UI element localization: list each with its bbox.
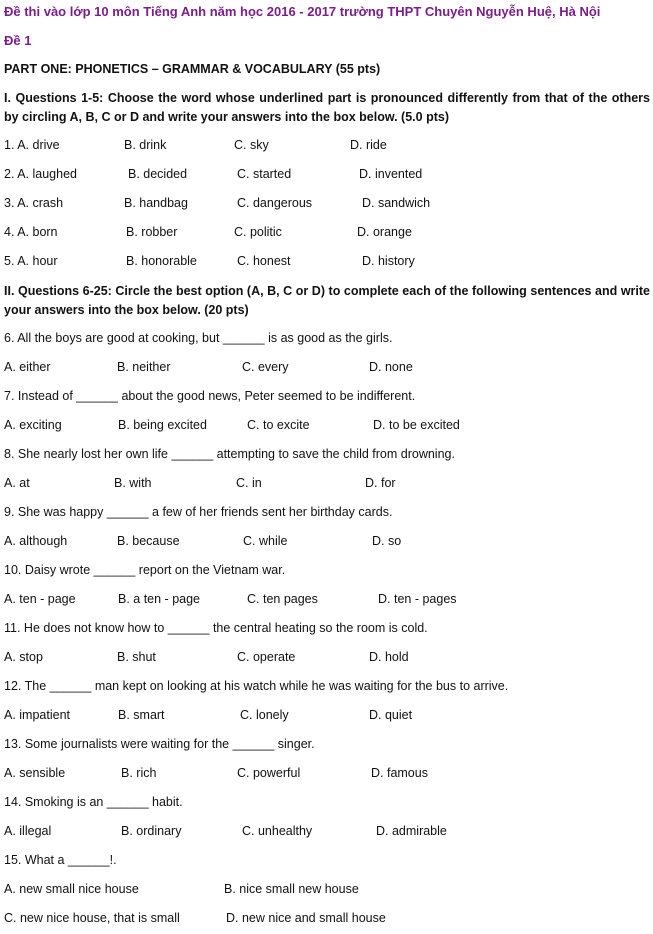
question-text: 6. All the boys are good at cooking, but ______ is as good as the girls. (4, 331, 393, 345)
option-d: D. sandwich (362, 196, 431, 210)
section2-instruction: II. Questions 6-25: Circle the best option (A, B, C or D) to complete each of the following sentences and write your answers into the box below. (20 pts) (4, 284, 650, 317)
question-text: 10. Daisy wrote ______ report on the Vietnam war. (4, 563, 286, 577)
option-a: 1. A. drive (4, 138, 60, 152)
option-b: B. rich (121, 766, 157, 780)
part-one-heading: PART ONE: PHONETICS – GRAMMAR & VOCABULARY (55 pts) (4, 62, 381, 76)
option-b: B. smart (118, 708, 165, 722)
document-title: Đề thi vào lớp 10 môn Tiếng Anh năm học 2016 - 2017 trường THPT Chuyên Nguyễn Huệ, Hà Nội (4, 4, 601, 19)
question-text: 14. Smoking is an ______ habit. (4, 795, 183, 809)
question-text: 12. The ______ man kept on looking at his watch while he was waiting for the bus to arrive. (4, 679, 509, 693)
option-d: D. for (365, 476, 396, 490)
option-a: A. impatient (4, 708, 71, 722)
option-a: A. either (4, 360, 51, 374)
option-c: C. operate (237, 650, 296, 664)
option-a: A. new small nice house (4, 882, 139, 896)
option-b: B. with (114, 476, 152, 490)
option-b: B. being excited (118, 418, 207, 432)
option-d: D. to be excited (373, 418, 460, 432)
option-d: D. orange (357, 225, 412, 239)
option-a: A. exciting (4, 418, 62, 432)
option-b: B. nice small new house (224, 882, 359, 896)
question-text: 7. Instead of ______ about the good news, Peter seemed to be indifferent. (4, 389, 416, 403)
option-d: D. admirable (376, 824, 447, 838)
option-a: A. stop (4, 650, 43, 664)
section1-instruction: I. Questions 1-5: Choose the word whose underlined part is pronounced differently from that of the others by circling A, B, C or D and write your answers into the box below. (5.0 pts) (4, 91, 650, 124)
option-b: B. honorable (126, 254, 197, 268)
question-text: 15. What a ______!. (4, 853, 117, 867)
option-d: D. quiet (369, 708, 413, 722)
question-text: 13. Some journalists were waiting for the ______ singer. (4, 737, 315, 751)
option-d: D. ride (350, 138, 387, 152)
option-a: A. ten - page (4, 592, 76, 606)
option-a: A. sensible (4, 766, 66, 780)
option-c: C. every (242, 360, 289, 374)
option-c: C. honest (237, 254, 291, 268)
option-b: B. handbag (124, 196, 188, 210)
option-b: B. ordinary (121, 824, 182, 838)
option-c: C. powerful (237, 766, 301, 780)
option-c: C. sky (234, 138, 269, 152)
option-b: B. neither (117, 360, 171, 374)
option-c: C. new nice house, that is small (4, 911, 180, 925)
option-c: C. unhealthy (242, 824, 313, 838)
option-d: D. new nice and small house (226, 911, 386, 925)
option-d: D. famous (371, 766, 428, 780)
option-b: B. decided (128, 167, 188, 181)
option-c: C. to excite (247, 418, 310, 432)
option-a: 2. A. laughed (4, 167, 77, 181)
option-a: A. at (4, 476, 30, 490)
option-c: C. in (236, 476, 262, 490)
option-b: B. shut (117, 650, 156, 664)
option-b: B. because (117, 534, 180, 548)
option-a: 4. A. born (4, 225, 58, 239)
option-b: B. robber (126, 225, 178, 239)
option-b: B. drink (124, 138, 167, 152)
option-c: C. ten pages (247, 592, 318, 606)
option-c: C. dangerous (237, 196, 313, 210)
option-c: C. while (243, 534, 288, 548)
option-a: 5. A. hour (4, 254, 58, 268)
question-text: 11. He does not know how to ______ the central heating so the room is cold. (4, 621, 428, 635)
question-text: 8. She nearly lost her own life ______ attempting to save the child from drowning. (4, 447, 455, 461)
option-c: C. politic (234, 225, 282, 239)
option-d: D. so (372, 534, 402, 548)
question-text: 9. She was happy ______ a few of her friends sent her birthday cards. (4, 505, 393, 519)
option-b: B. a ten - page (118, 592, 201, 606)
option-d: D. hold (369, 650, 409, 664)
option-c: C. lonely (240, 708, 289, 722)
option-d: D. history (362, 254, 415, 268)
option-d: D. ten - pages (378, 592, 457, 606)
option-d: D. none (369, 360, 413, 374)
option-d: D. invented (359, 167, 423, 181)
document-subtitle: Đề 1 (4, 33, 32, 48)
option-c: C. started (237, 167, 292, 181)
option-a: A. although (4, 534, 68, 548)
option-a: A. illegal (4, 824, 52, 838)
option-a: 3. A. crash (4, 196, 64, 210)
